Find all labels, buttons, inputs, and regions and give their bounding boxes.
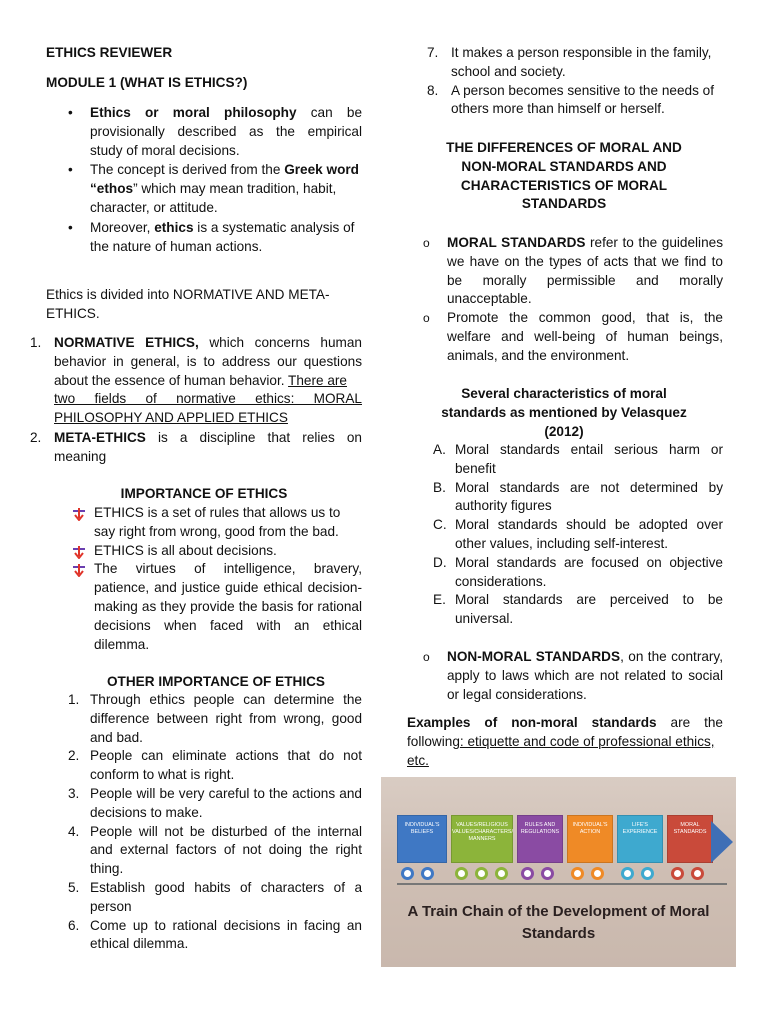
list-item: 5. Establish good habits of characters of a person	[68, 879, 362, 914]
wheel-icon	[521, 867, 534, 880]
train-chain-figure	[381, 777, 736, 967]
list-item: 4. People will not be disturbed of the internal and external factors of not doing the right thing.	[68, 823, 362, 877]
wheel-icon	[591, 867, 604, 880]
module-title: MODULE 1 (WHAT IS ETHICS?)	[46, 75, 248, 90]
examples-paragraph: Examples of non-moral standards are the following: etiquette and code of professional ethics, etc.	[407, 715, 723, 768]
list-item: 1. Through ethics people can determine the difference between right from wrong, good and bad.	[68, 692, 362, 745]
wheel-icon	[671, 867, 684, 880]
several-characteristics-heading: Several characteristics of moral standards as mentioned by Velasquez (2012)	[441, 386, 687, 439]
normative-ethics-item: 1. NORMATIVE ETHICS, which concerns human behavior in general, is to address our questions about the essence of human behavior. There are two fields of normative ethics: MORAL PHILOSOPHY AND APPLIED ETHICS	[30, 335, 362, 426]
intro-bullet-1: • Ethics or moral philosophy can be provisionally described as the empirical study of moral decisions.	[68, 105, 363, 158]
circle-bullet-icon: o	[423, 311, 430, 325]
non-moral-standards-item: o NON-MORAL STANDARDS, on the contrary, apply to laws which are not related to social or legal considerations.	[423, 649, 723, 702]
list-item: 8. A person becomes sensitive to the needs of others more than himself or herself.	[427, 82, 714, 117]
arrow-down-icon	[72, 563, 86, 577]
circle-bullet-icon: o	[423, 650, 430, 664]
train-car: INDIVIDUAL'S BELIEFS	[397, 815, 447, 863]
wheel-icon	[621, 867, 634, 880]
importance-heading: IMPORTANCE OF ETHICS	[120, 486, 288, 501]
wheel-icon	[541, 867, 554, 880]
list-item: 7. It makes a person responsible in the family, school and society.	[427, 45, 712, 79]
list-item: 6. Come up to rational decisions in facing an ethical dilemma.	[68, 917, 362, 952]
list-item: E. Moral standards are perceived to be universal.	[433, 592, 723, 627]
moral-standards-item: o MORAL STANDARDS refer to the guidelines we have on the types of acts that we find to be morally permissible and morally unacceptable.	[423, 235, 723, 307]
list-item: A. Moral standards entail serious harm or benefit	[433, 442, 723, 476]
importance-list	[94, 504, 362, 654]
other-importance-heading: OTHER IMPORTANCE OF ETHICS	[106, 674, 325, 689]
list-item: C. Moral standards should be adopted over other values, including self-interest.	[433, 517, 723, 551]
bullet-dot-icon: •	[68, 105, 73, 120]
intro-bullet-3: • Moreover, ethics is a systematic analysis of the nature of human actions.	[68, 220, 355, 254]
list-item: 3. People will be very careful to the actions and decisions to make.	[68, 785, 362, 820]
arrow-down-icon	[72, 507, 86, 521]
wheel-icon	[641, 867, 654, 880]
bullet-dot-icon: •	[68, 162, 73, 177]
promote-item: o Promote the common good, that is, the welfare and well-being of human beings, animals, and the environment.	[423, 310, 723, 363]
wheel-icon	[495, 867, 508, 880]
intro-bullet-2: • The concept is derived from the Greek word “ethos” which may mean tradition, habit, character, or attitude.	[68, 162, 359, 215]
train-engine-nose-icon	[711, 821, 733, 863]
list-item: 2. People can eliminate actions that do not conform to what is right.	[68, 748, 362, 783]
characteristics-list	[433, 441, 723, 629]
train-car: VALUES/RELIGIOUS VALUES/CHARACTERS/ MANNERS	[451, 815, 513, 863]
bullet-dot-icon: •	[68, 220, 73, 235]
wheel-icon	[691, 867, 704, 880]
arrow-down-icon	[72, 545, 86, 559]
importance-item: ETHICS is a set of rules that allows us to say right from wrong, good from the bad.	[94, 504, 362, 542]
importance-item: ETHICS is all about decisions.	[94, 542, 362, 561]
meta-ethics-item: 2. META-ETHICS is a discipline that relies on meaning	[30, 430, 362, 464]
train-car: MORAL STANDARDS	[667, 815, 713, 863]
list-item: B. Moral standards are not determined by authority figures	[433, 479, 723, 514]
wheel-icon	[475, 867, 488, 880]
rail-line	[397, 883, 727, 885]
wheel-icon	[421, 867, 434, 880]
train-car: LIFE'S EXPERIENCE	[617, 815, 663, 863]
train-caption: A Train Chain of the Development of Moral Standards	[407, 903, 710, 942]
other-importance-list	[68, 691, 362, 954]
differences-heading: THE DIFFERENCES OF MORAL AND NON-MORAL STANDARDS AND CHARACTERISTICS OF MORAL STANDARDS	[446, 140, 682, 212]
wheel-icon	[571, 867, 584, 880]
divided-paragraph: Ethics is divided into NORMATIVE AND META- ETHICS.	[46, 287, 330, 321]
circle-bullet-icon: o	[423, 236, 430, 250]
wheel-icon	[401, 867, 414, 880]
list-item: D. Moral standards are focused on objective considerations.	[433, 554, 723, 589]
importance-item: The virtues of intelligence, bravery, patience, and justice guide ethical decision- making as they provide the basis for rational decisions when faced with an ethical dilemma.	[94, 560, 362, 654]
train-car: RULES AND REGULATIONS	[517, 815, 563, 863]
wheel-icon	[455, 867, 468, 880]
reviewer-title: ETHICS REVIEWER	[46, 45, 173, 60]
continued-list	[427, 44, 723, 119]
train-car: INDIVIDUAL'S ACTION	[567, 815, 613, 863]
